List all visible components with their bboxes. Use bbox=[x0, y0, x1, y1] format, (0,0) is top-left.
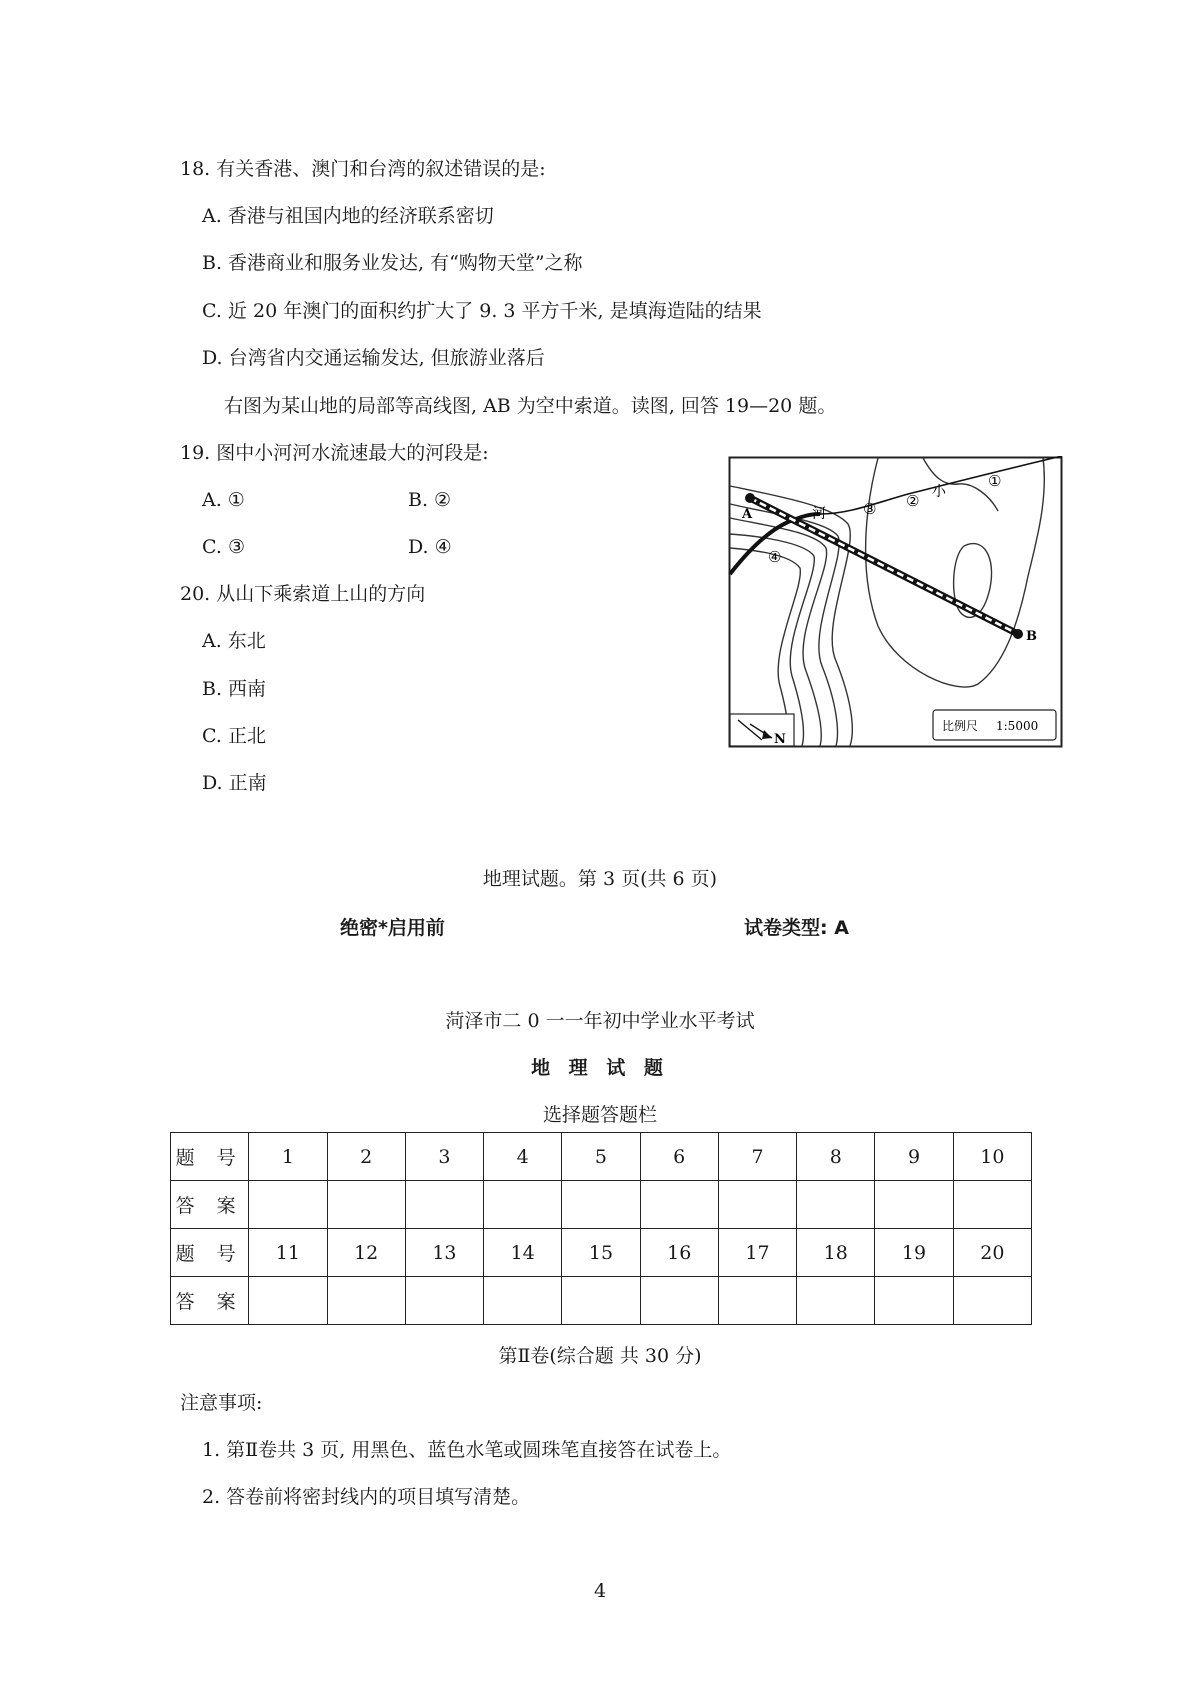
question-number-cell: 20 bbox=[953, 1229, 1031, 1277]
answer-cell[interactable] bbox=[484, 1181, 562, 1229]
answer-cell[interactable] bbox=[718, 1277, 796, 1325]
question-number-cell: 3 bbox=[405, 1133, 483, 1181]
question-number-cell: 5 bbox=[562, 1133, 640, 1181]
segment-1-label: ① bbox=[988, 472, 1002, 490]
answer-table bbox=[170, 1132, 1032, 1325]
question-19-stem: 19. 图中小河河水流速最大的河段是: bbox=[180, 442, 489, 464]
question-18-option-b: B. 香港商业和服务业发达, 有“购物天堂”之称 bbox=[202, 252, 583, 274]
row-label: 答 案 bbox=[171, 1181, 249, 1229]
question-19-option-b: B. ② bbox=[408, 489, 452, 511]
question-20-option-b: B. 西南 bbox=[202, 678, 267, 700]
question-19-option-a: A. ① bbox=[202, 489, 245, 511]
point-a-label: A bbox=[742, 507, 753, 522]
question-number-cell: 15 bbox=[562, 1229, 640, 1277]
scale-label: 比例尺 bbox=[942, 719, 979, 733]
notes-heading: 注意事项: bbox=[180, 1392, 263, 1414]
note-2: 2. 答卷前将密封线内的项目填写清楚。 bbox=[202, 1486, 531, 1508]
question-number-cell: 7 bbox=[718, 1133, 796, 1181]
question-number-cell: 2 bbox=[327, 1133, 405, 1181]
point-b-label: B bbox=[1026, 629, 1037, 644]
question-number-cell: 11 bbox=[249, 1229, 327, 1277]
row-label: 题 号 bbox=[171, 1229, 249, 1277]
table-row bbox=[171, 1133, 1032, 1181]
question-20-option-c: C. 正北 bbox=[202, 725, 266, 747]
table-row bbox=[171, 1277, 1032, 1325]
part2-title: 第Ⅱ卷(综合题 共 30 分) bbox=[498, 1345, 702, 1367]
question-20-stem: 20. 从山下乘索道上山的方向 bbox=[180, 583, 426, 605]
north-label: N bbox=[774, 732, 786, 747]
question-number-cell: 1 bbox=[249, 1133, 327, 1181]
answer-cell[interactable] bbox=[640, 1181, 718, 1229]
answer-cell[interactable] bbox=[797, 1277, 875, 1325]
answer-sheet-title: 选择题答题栏 bbox=[542, 1104, 657, 1126]
segment-4-label: ④ bbox=[768, 548, 782, 566]
answer-cell[interactable] bbox=[327, 1277, 405, 1325]
question-number-cell: 18 bbox=[797, 1229, 875, 1277]
secret-mark: 绝密*启用前 bbox=[340, 917, 445, 939]
answer-cell[interactable] bbox=[718, 1181, 796, 1229]
point-a-marker bbox=[745, 493, 755, 503]
question-19-option-c: C. ③ bbox=[202, 536, 245, 558]
paper-type: 试卷类型: A bbox=[744, 917, 849, 939]
question-number-cell: 16 bbox=[640, 1229, 718, 1277]
answer-cell[interactable] bbox=[249, 1181, 327, 1229]
question-number-cell: 8 bbox=[797, 1133, 875, 1181]
river-char-xiao: 小 bbox=[932, 484, 946, 500]
page-number: 4 bbox=[593, 1580, 607, 1602]
question-20-option-d: D. 正南 bbox=[202, 772, 267, 794]
question-number-cell: 19 bbox=[875, 1229, 953, 1277]
answer-cell[interactable] bbox=[953, 1181, 1031, 1229]
answer-cell[interactable] bbox=[249, 1277, 327, 1325]
scale-value: 1:5000 bbox=[996, 719, 1039, 733]
contour-map bbox=[728, 456, 1063, 748]
answer-cell[interactable] bbox=[953, 1277, 1031, 1325]
answer-cell[interactable] bbox=[797, 1181, 875, 1229]
answer-cell[interactable] bbox=[562, 1181, 640, 1229]
answer-cell[interactable] bbox=[875, 1181, 953, 1229]
question-number-cell: 6 bbox=[640, 1133, 718, 1181]
subject-title: 地 理 试 题 bbox=[531, 1057, 669, 1079]
answer-cell[interactable] bbox=[484, 1277, 562, 1325]
answer-cell[interactable] bbox=[875, 1277, 953, 1325]
question-number-cell: 12 bbox=[327, 1229, 405, 1277]
page-footer: 地理试题。第 3 页(共 6 页) bbox=[482, 868, 718, 890]
segment-3-label: ③ bbox=[863, 500, 877, 518]
exam-title: 菏泽市二 0 一一年初中学业水平考试 bbox=[445, 1010, 755, 1032]
answer-cell[interactable] bbox=[405, 1181, 483, 1229]
question-number-cell: 10 bbox=[953, 1133, 1031, 1181]
point-b-marker bbox=[1013, 629, 1023, 639]
table-row bbox=[171, 1229, 1032, 1277]
note-1: 1. 第Ⅱ卷共 3 页, 用黑色、蓝色水笔或圆珠笔直接答在试卷上。 bbox=[202, 1439, 732, 1461]
question-18-option-c: C. 近 20 年澳门的面积约扩大了 9. 3 平方千米, 是填海造陆的结果 bbox=[202, 300, 762, 322]
question-20-option-a: A. 东北 bbox=[202, 630, 266, 652]
answer-cell[interactable] bbox=[327, 1181, 405, 1229]
intro-19-20: 右图为某山地的局部等高线图, AB 为空中索道。读图, 回答 19—20 题。 bbox=[224, 395, 837, 417]
question-18-option-a: A. 香港与祖国内地的经济联系密切 bbox=[202, 205, 494, 227]
row-label: 答 案 bbox=[171, 1277, 249, 1325]
table-row bbox=[171, 1181, 1032, 1229]
segment-2-label: ② bbox=[906, 492, 920, 510]
north-arrow bbox=[730, 714, 794, 747]
scale-box bbox=[933, 710, 1056, 740]
question-number-cell: 4 bbox=[484, 1133, 562, 1181]
question-number-cell: 17 bbox=[718, 1229, 796, 1277]
answer-cell[interactable] bbox=[562, 1277, 640, 1325]
answer-cell[interactable] bbox=[405, 1277, 483, 1325]
map-frame bbox=[730, 458, 1062, 747]
question-number-cell: 13 bbox=[405, 1229, 483, 1277]
question-number-cell: 14 bbox=[484, 1229, 562, 1277]
question-18-option-d: D. 台湾省内交通运输发达, 但旅游业落后 bbox=[202, 347, 545, 369]
question-number-cell: 9 bbox=[875, 1133, 953, 1181]
row-label: 题 号 bbox=[171, 1133, 249, 1181]
question-19-option-d: D. ④ bbox=[408, 536, 452, 558]
answer-cell[interactable] bbox=[640, 1277, 718, 1325]
river-char-he: 河 bbox=[812, 506, 826, 522]
question-18-stem: 18. 有关香港、澳门和台湾的叙述错误的是: bbox=[180, 158, 546, 180]
